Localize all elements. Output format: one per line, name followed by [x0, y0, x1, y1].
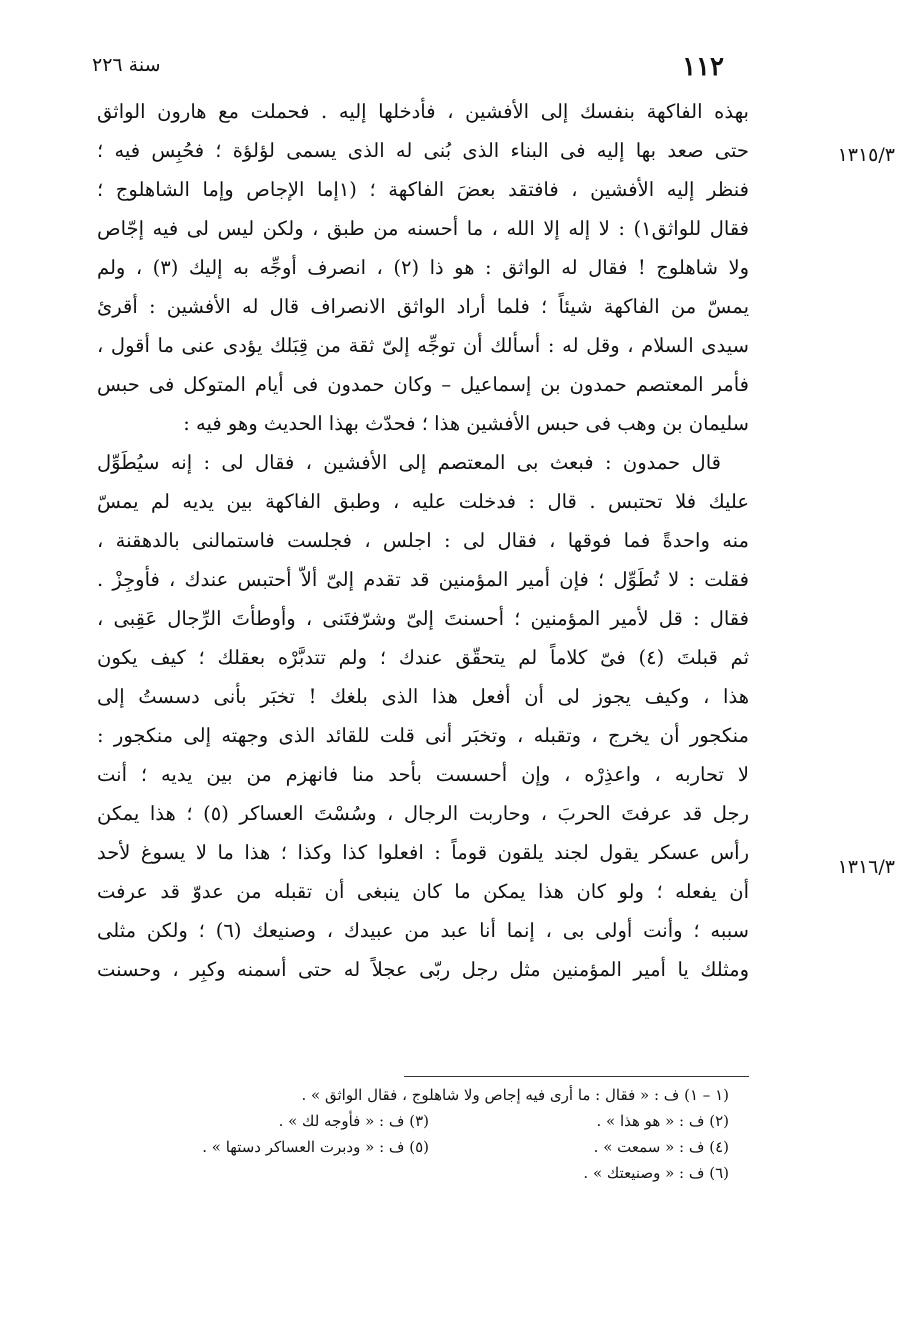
footnote: [583, 1160, 729, 1186]
footnote-mark: (١ – ١): [684, 1086, 729, 1104]
footnote-row: [109, 1160, 729, 1186]
footnote-mark: (٦): [709, 1164, 729, 1182]
footnote: [302, 1082, 730, 1108]
footnote-text: ف : « سمعت » .: [593, 1138, 705, 1156]
footnote: [596, 1108, 729, 1134]
text-line: سيدى السلام ، وقل له : أسألك أن توجِّه إلىّ ثقة من قِبَلك يؤدى عنى ما أقول ،: [97, 334, 749, 357]
text-line: ثم قبلتَ (٤) فىّ كلاماً لم يتحقّق عندك ؛ ولم تتدبَّرْه بعقلك ؛ كيف يكون: [97, 646, 749, 669]
margin-reference: ١٣١٥/٣: [837, 144, 895, 166]
text-line: فنظر إليه الأفشين ، فافتقد بعضَ الفاكهة ؛ (١إما الإجاص وإما الشاهلوج ؛: [97, 178, 749, 201]
text-line: قال حمدون : فبعث بى المعتصم إلى الأفشين ، فقال لى : إنه سيُطَوِّل: [97, 451, 721, 474]
text-line: حتى صعد بها إليه فى البناء الذى بُنى له الذى يسمى لؤلؤة ؛ فحُبِس فيه ؛: [97, 139, 749, 162]
text-line: يمسّ من الفاكهة شيئاً ؛ فلما أراد الواثق الانصراف قال له الأفشين : أقرئ: [97, 295, 749, 318]
main-text: [97, 92, 749, 989]
footnotes: [109, 1082, 729, 1186]
text-line: منكجور أن يخرج ، وتقبله ، وتخبَر أنى قلت للقائد الذى وجهته إلى منكجور :: [97, 724, 749, 747]
footnote: [279, 1108, 429, 1134]
text-line: فقال : قل لأمير المؤمنين ؛ أحسنتَ إلىّ وشرّفتَنى ، وأوطأتَ الرِّجال عَقِبى ،: [97, 607, 749, 630]
footnote-text: ف : « فقال : ما أرى فيه إجاص ولا شاهلوج ، فقال الواثق » .: [301, 1086, 680, 1104]
text-line: بهذه الفاكهة بنفسك إلى الأفشين ، فأدخلها إليه . فحملت مع هارون الواثق: [97, 100, 749, 123]
text-line: رجل قد عرفتَ الحربَ ، وحاربت الرجال ، وسُسْتَ العساكر (٥) ؛ هذا يمكن: [97, 802, 749, 825]
footnote-text: ف : « وصنيعتك » .: [583, 1164, 705, 1182]
text-line: هذا ، وكيف يجوز لى أن أفعل هذا الذى بلغك ! تخبَر بأنى دسستُ إلى: [97, 685, 749, 708]
footnote-mark: (٥): [409, 1138, 429, 1156]
footnote-row: [109, 1082, 729, 1108]
footnote-row: [109, 1108, 729, 1134]
text-line: فقلت : لا تُطَوِّل ؛ فإن أمير المؤمنين قد تقدم إلىّ ألاّ أحتبس عندك ، فأوجِزْ .: [97, 568, 749, 591]
text-line: فأمر المعتصم حمدون بن إسماعيل – وكان حمدون فى أيام المتوكل فى حبس: [97, 373, 749, 396]
margin-reference: ١٣١٦/٣: [837, 856, 895, 878]
footnote-text: ف : « هو هذا » .: [596, 1112, 705, 1130]
text-line: منه واحدةً فما فوقها ، فقال لى : اجلس ، فجلست فاستمالنى بالدهقنة ،: [97, 529, 749, 552]
text-line: فقال للواثق١) : لا إله إلا الله ، ما أحسنه من طبق ، ولكن ليس لى فيه إجّاص: [97, 217, 749, 240]
footnote-divider: [404, 1076, 749, 1077]
footnote-mark: (٢): [709, 1112, 729, 1130]
footnote-text: ف : « فأوجه لك » .: [278, 1112, 405, 1130]
text-line: سببه ؛ وأنت أولى بى ، إنما أنا عبد من عبيدك ، وصنيعك (٦) ؛ ولكن مثلى: [97, 919, 749, 942]
text-line: أن يفعله ؛ ولو كان هذا يمكن ما كان ينبغى أن تقبله من عدوّ قد عرفت: [97, 880, 749, 903]
footnote-text: ف : « ودبرت العساكر دستها » .: [202, 1138, 405, 1156]
footnote-mark: (٤): [709, 1138, 729, 1156]
text-line: لا تحاربه ، واعذِرْه ، وإن أحسست بأحد منا فانهزم من بين يديه ؛ أنت: [97, 763, 749, 786]
text-line: ومثلك يا أمير المؤمنين مثل رجل ربّى عجلاً له حتى أسمنه وكبِر ، وحسنت: [97, 958, 749, 981]
page-number: ١١٢: [682, 52, 724, 82]
running-header-year: سنة ٢٢٦: [92, 54, 161, 76]
text-line: سليمان بن وهب فى حبس الأفشين هذا ؛ فحدّث بهذا الحديث وهو فيه :: [183, 412, 749, 435]
text-line: رأس عسكر يقول لجند يلقون قوماً : افعلوا كذا وكذا ؛ هذا ما لا يسوغ لأحد: [97, 841, 749, 864]
footnote-mark: (٣): [409, 1112, 429, 1130]
footnote-row: [109, 1134, 729, 1160]
text-line: عليك فلا تحتبس . قال : فدخلت عليه ، وطبق الفاكهة بين يديه لم يمسّ: [97, 490, 749, 513]
footnote: [202, 1134, 429, 1160]
footnote: [594, 1134, 729, 1160]
text-line: ولا شاهلوج ! فقال له الواثق : هو ذا (٢) ، انصرف أوجِّه به إليك (٣) ، ولم: [97, 256, 749, 279]
